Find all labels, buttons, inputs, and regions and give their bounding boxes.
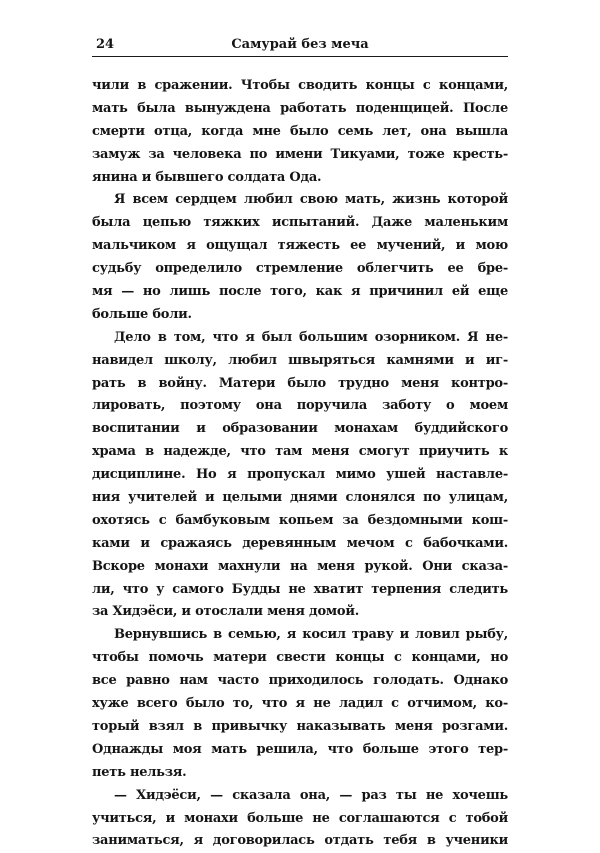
paragraph: [92, 327, 508, 625]
text-line: заниматься, я договорилась отдать тебя в ученики: [92, 833, 508, 849]
text-line: чили в сражении. Чтобы сводить концы с концами,: [92, 78, 508, 93]
text-line: мя — но лишь после того, как я причинил ей еще: [92, 284, 508, 300]
text-line: охотясь с бамбуковым копьем за бездомными кош-: [92, 512, 508, 528]
text-line: храма в надежде, что там меня смогут приучить к: [92, 444, 508, 460]
book-page: [92, 34, 508, 853]
text-line: за Хидэёси, и отослали меня домой.: [92, 604, 360, 620]
text-line: была цепью тяжких испытаний. Даже маленьким: [92, 215, 508, 231]
text-line: Вскоре монахи махнули на меня рукой. Они сказа-: [92, 558, 508, 574]
text-line: хуже всего было то, что я не ладил с отчимом, ко-: [92, 696, 508, 712]
paragraph: [92, 75, 508, 189]
paragraph: [92, 624, 508, 784]
text-line: янина и бывшего солдата Ода.: [92, 169, 322, 185]
text-line: Дело в том, что я был большим озорником. Я не-: [114, 329, 508, 345]
text-line: ния учителей и целыми днями слонялся по улицам,: [92, 490, 508, 506]
text-line: больше боли.: [92, 306, 192, 322]
text-line: чтобы помочь матери свести концы с концами, но: [92, 650, 508, 666]
text-line: ли, что у самого Будды не хватит терпения следить: [92, 581, 508, 597]
running-title: Самурай без меча: [231, 37, 369, 52]
text-line: дисциплине. Но я пропускал мимо ушей наставле-: [92, 467, 508, 483]
text-line: судьбу определило стремление облегчить ее бре-: [92, 261, 508, 277]
text-line: лировать, поэтому она поручила заботу о моем: [92, 398, 508, 414]
text-line: учиться, и монахи больше не соглашаются с тобой: [92, 810, 508, 826]
text-line: Я всем сердцем любил свою мать, жизнь которой: [114, 192, 508, 208]
text-line: мать была вынуждена работать поденщицей. После: [92, 100, 508, 116]
text-line: торый взял в привычку наказывать меня розгами.: [92, 718, 508, 734]
page-number: 24: [96, 37, 115, 52]
text-line: Вернувшись в семью, я косил траву и ловил рыбу,: [114, 627, 508, 643]
text-line: навидел школу, любил швыряться камнями и иг-: [92, 352, 508, 368]
page-header: [92, 34, 508, 57]
text-line: замуж за человека по имени Тикуами, тоже кресть-: [92, 146, 508, 162]
text-line: смерти отца, когда мне было семь лет, она вышла: [92, 123, 508, 139]
paragraph: [92, 785, 508, 853]
text-line: петь нельзя.: [92, 764, 187, 780]
text-line: — Хидэёси, — сказала она, — раз ты не хочешь: [114, 787, 508, 803]
text-line: все равно нам часто приходилось голодать. Однако: [92, 673, 508, 689]
paragraph: [92, 189, 508, 326]
text-line: ками и сражаясь деревянным мечом с бабочками.: [92, 535, 508, 551]
text-line: мальчиком я ощущал тяжесть ее мучений, и мою: [92, 238, 508, 254]
body-text: [92, 75, 508, 853]
text-line: воспитании и образовании монахам буддийского: [92, 421, 508, 437]
text-line: рать в войну. Матери было трудно меня контро-: [92, 375, 508, 391]
text-line: Однажды моя мать решила, что больше этого тер-: [92, 741, 508, 757]
